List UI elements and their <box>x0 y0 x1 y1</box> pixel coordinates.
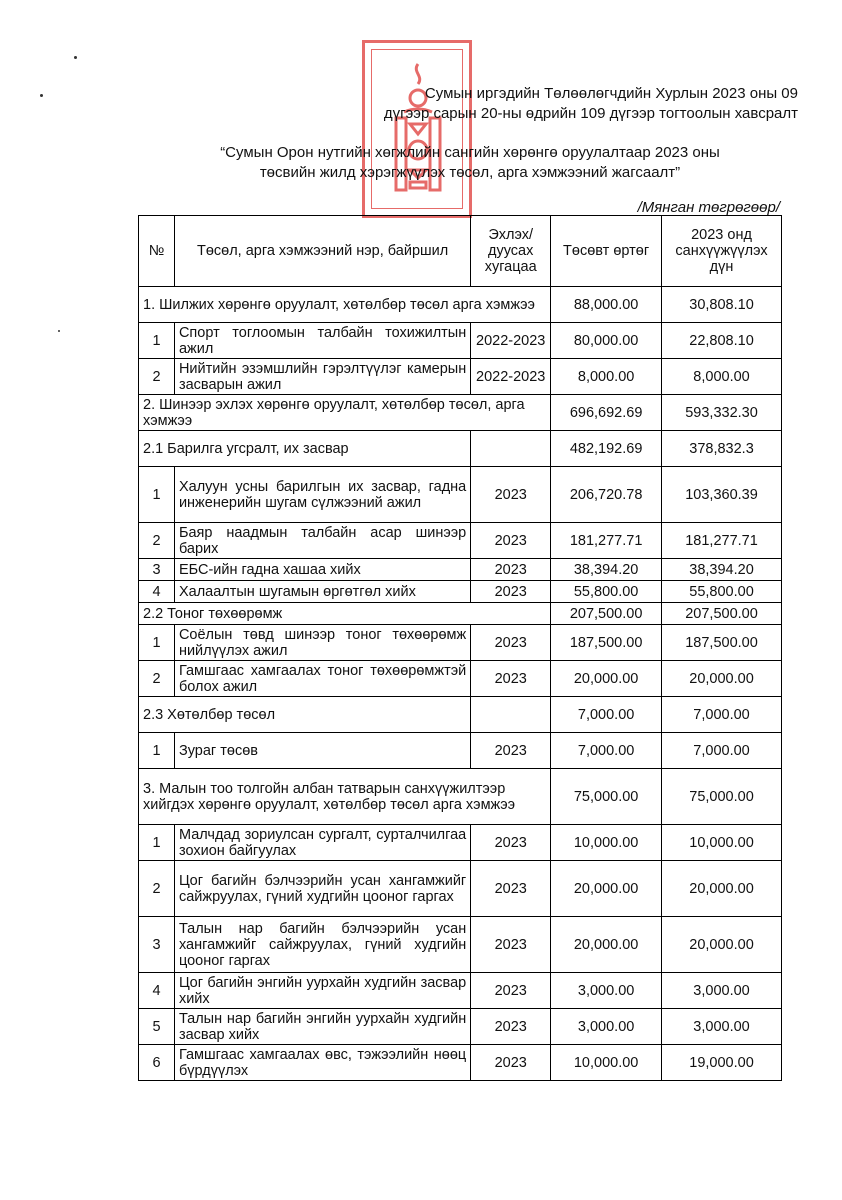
row-project-name: Талын нар багийн энгийн уурхайн худгийн засвар хийх <box>174 1009 470 1045</box>
row-project-name: Баяр наадмын талбайн асар шинээр барих <box>174 523 470 559</box>
row-budget-cost: 38,394.20 <box>551 559 662 581</box>
row-budget-cost: 181,277.71 <box>551 523 662 559</box>
row-budget-cost: 20,000.00 <box>551 861 662 917</box>
row-project-name: ЕБС-ийн гадна хашаа хийх <box>174 559 470 581</box>
row-budget-cost: 10,000.00 <box>551 1045 662 1081</box>
row-period: 2023 <box>471 661 551 697</box>
row-period: 2023 <box>471 825 551 861</box>
row-number: 2 <box>139 661 175 697</box>
row-number: 1 <box>139 625 175 661</box>
row-number: 3 <box>139 917 175 973</box>
section-2023-funding: 207,500.00 <box>662 603 782 625</box>
seal-inner-border <box>371 49 463 209</box>
row-project-name: Халаалтын шугамын өргөтгөл хийх <box>174 581 470 603</box>
row-project-name: Цог багийн бэлчээрийн усан хангамжийг сайжруулах, гүний худгийн цооног гаргах <box>174 861 470 917</box>
units-note: /Мянган төгрөгөөр/ <box>637 199 780 216</box>
table-row <box>139 523 782 559</box>
section-label: 2.1 Барилга угсралт, их засвар <box>139 431 471 467</box>
table-row <box>139 581 782 603</box>
row-2023-funding: 8,000.00 <box>662 359 782 395</box>
project-table <box>138 215 782 1081</box>
row-2023-funding: 3,000.00 <box>662 1009 782 1045</box>
scan-speck <box>40 94 43 97</box>
row-budget-cost: 10,000.00 <box>551 825 662 861</box>
section-period-empty <box>471 431 551 467</box>
row-2023-funding: 20,000.00 <box>662 917 782 973</box>
row-number: 1 <box>139 323 175 359</box>
section-budget-cost: 207,500.00 <box>551 603 662 625</box>
section-label: 2.2 Тоног төхөөрөмж <box>139 603 551 625</box>
table-row <box>139 1009 782 1045</box>
row-budget-cost: 3,000.00 <box>551 1009 662 1045</box>
table-row <box>139 559 782 581</box>
table-row <box>139 973 782 1009</box>
row-budget-cost: 7,000.00 <box>551 733 662 769</box>
row-project-name: Зураг төсөв <box>174 733 470 769</box>
section-period-empty <box>471 697 551 733</box>
table-row <box>139 323 782 359</box>
document-title-line-1: “Сумын Орон нутгийн хөгжлийн сангийн хөрөнгө оруулалтаар 2023 оны <box>220 144 720 161</box>
row-project-name: Малчдад зориулсан сургалт, сурталчилгаа зохион байгуулах <box>174 825 470 861</box>
row-2023-funding: 38,394.20 <box>662 559 782 581</box>
row-number: 2 <box>139 861 175 917</box>
table-row <box>139 661 782 697</box>
row-2023-funding: 7,000.00 <box>662 733 782 769</box>
table-header-row <box>139 216 782 287</box>
section-budget-cost: 696,692.69 <box>551 395 662 431</box>
document-title <box>150 143 790 183</box>
table-row <box>139 467 782 523</box>
header-number: № <box>139 216 175 287</box>
header-budget-cost: Төсөвт өртөг <box>551 216 662 287</box>
row-budget-cost: 187,500.00 <box>551 625 662 661</box>
document-title-line-2: төсвийн жилд хэрэгжүүлэх төсөл, арга хэмжээний жагсаалт” <box>259 164 681 181</box>
table-row <box>139 825 782 861</box>
row-project-name: Соёлын төвд шинээр тоног төхөөрөмж нийлүүлэх ажил <box>174 625 470 661</box>
row-2023-funding: 20,000.00 <box>662 861 782 917</box>
row-2023-funding: 181,277.71 <box>662 523 782 559</box>
section-budget-cost: 88,000.00 <box>551 287 662 323</box>
row-budget-cost: 206,720.78 <box>551 467 662 523</box>
section-2023-funding: 75,000.00 <box>662 769 782 825</box>
header-2023-funding: 2023 онд санхүүжүүлэх дүн <box>662 216 782 287</box>
table-row <box>139 625 782 661</box>
section-2023-funding: 378,832.3 <box>662 431 782 467</box>
section-budget-cost: 75,000.00 <box>551 769 662 825</box>
official-seal-stamp <box>362 40 472 218</box>
row-2023-funding: 55,800.00 <box>662 581 782 603</box>
table-row <box>139 861 782 917</box>
row-2023-funding: 10,000.00 <box>662 825 782 861</box>
row-budget-cost: 20,000.00 <box>551 917 662 973</box>
section-2023-funding: 30,808.10 <box>662 287 782 323</box>
section-2023-funding: 593,332.30 <box>662 395 782 431</box>
row-period: 2023 <box>471 861 551 917</box>
row-2023-funding: 19,000.00 <box>662 1045 782 1081</box>
row-period: 2023 <box>471 581 551 603</box>
section-budget-cost: 7,000.00 <box>551 697 662 733</box>
resolution-reference-line-1: Сумын иргэдийн Төлөөлөгчдийн Хурлын 2023 оны 09 <box>424 85 798 102</box>
table-row <box>139 1045 782 1081</box>
row-number: 1 <box>139 825 175 861</box>
row-project-name: Талын нар багийн бэлчээрийн усан хангамжийг сайжруулах, гүний худгийн цооног гаргах <box>174 917 470 973</box>
header-project-name: Төсөл, арга хэмжээний нэр, байршил <box>174 216 470 287</box>
table-section-row <box>139 431 782 467</box>
row-2023-funding: 187,500.00 <box>662 625 782 661</box>
row-2023-funding: 22,808.10 <box>662 323 782 359</box>
row-number: 6 <box>139 1045 175 1081</box>
row-2023-funding: 103,360.39 <box>662 467 782 523</box>
soyombo-emblem-icon <box>372 50 464 210</box>
section-label: 3. Малын тоо толгойн албан татварын санхүүжилтээр хийгдэх хөрөнгө оруулалт, хөтөлбөр төсөл арга хэмжээ <box>139 769 551 825</box>
row-2023-funding: 3,000.00 <box>662 973 782 1009</box>
section-label: 1. Шилжих хөрөнгө оруулалт, хөтөлбөр төсөл арга хэмжээ <box>139 287 551 323</box>
row-number: 2 <box>139 359 175 395</box>
row-budget-cost: 80,000.00 <box>551 323 662 359</box>
row-number: 4 <box>139 581 175 603</box>
row-number: 3 <box>139 559 175 581</box>
row-project-name: Гамшгаас хамгаалах тоног төхөөрөмжтэй болох ажил <box>174 661 470 697</box>
section-budget-cost: 482,192.69 <box>551 431 662 467</box>
row-period: 2023 <box>471 467 551 523</box>
row-project-name: Спорт тоглоомын талбайн тохижилтын ажил <box>174 323 470 359</box>
row-period: 2023 <box>471 973 551 1009</box>
table-section-row <box>139 769 782 825</box>
row-budget-cost: 8,000.00 <box>551 359 662 395</box>
row-period: 2023 <box>471 625 551 661</box>
table-row <box>139 359 782 395</box>
table-section-row <box>139 697 782 733</box>
row-project-name: Нийтийн эзэмшлийн гэрэлтүүлэг камерын засварын ажил <box>174 359 470 395</box>
section-label: 2. Шинээр эхлэх хөрөнгө оруулалт, хөтөлбөр төсөл, арга хэмжээ <box>139 395 551 431</box>
table-section-row <box>139 603 782 625</box>
row-number: 4 <box>139 973 175 1009</box>
table-row <box>139 733 782 769</box>
row-project-name: Гамшгаас хамгаалах өвс, тэжээлийн нөөц бүрдүүлэх <box>174 1045 470 1081</box>
table-section-row <box>139 287 782 323</box>
row-period: 2022-2023 <box>471 323 551 359</box>
table-section-row <box>139 395 782 431</box>
row-number: 1 <box>139 733 175 769</box>
row-number: 5 <box>139 1009 175 1045</box>
resolution-reference-line-2: дүгээр сарын 20-ны өдрийн 109 дүгээр тогтоолын хавсралт <box>383 105 798 122</box>
row-period: 2023 <box>471 1045 551 1081</box>
row-period: 2022-2023 <box>471 359 551 395</box>
row-project-name: Халуун усны барилгын их засвар, гадна инженерийн шугам сүлжээний ажил <box>174 467 470 523</box>
row-project-name: Цог багийн энгийн уурхайн худгийн засвар хийх <box>174 973 470 1009</box>
row-number: 2 <box>139 523 175 559</box>
row-period: 2023 <box>471 559 551 581</box>
header-period: Эхлэх/ дуусах хугацаа <box>471 216 551 287</box>
row-period: 2023 <box>471 733 551 769</box>
row-number: 1 <box>139 467 175 523</box>
scan-speck <box>74 56 77 59</box>
row-budget-cost: 55,800.00 <box>551 581 662 603</box>
section-2023-funding: 7,000.00 <box>662 697 782 733</box>
row-period: 2023 <box>471 1009 551 1045</box>
row-period: 2023 <box>471 917 551 973</box>
section-label: 2.3 Хөтөлбөр төсөл <box>139 697 471 733</box>
resolution-reference <box>198 84 798 124</box>
row-2023-funding: 20,000.00 <box>662 661 782 697</box>
table-row <box>139 917 782 973</box>
scan-speck <box>58 330 60 332</box>
row-period: 2023 <box>471 523 551 559</box>
row-budget-cost: 3,000.00 <box>551 973 662 1009</box>
row-budget-cost: 20,000.00 <box>551 661 662 697</box>
